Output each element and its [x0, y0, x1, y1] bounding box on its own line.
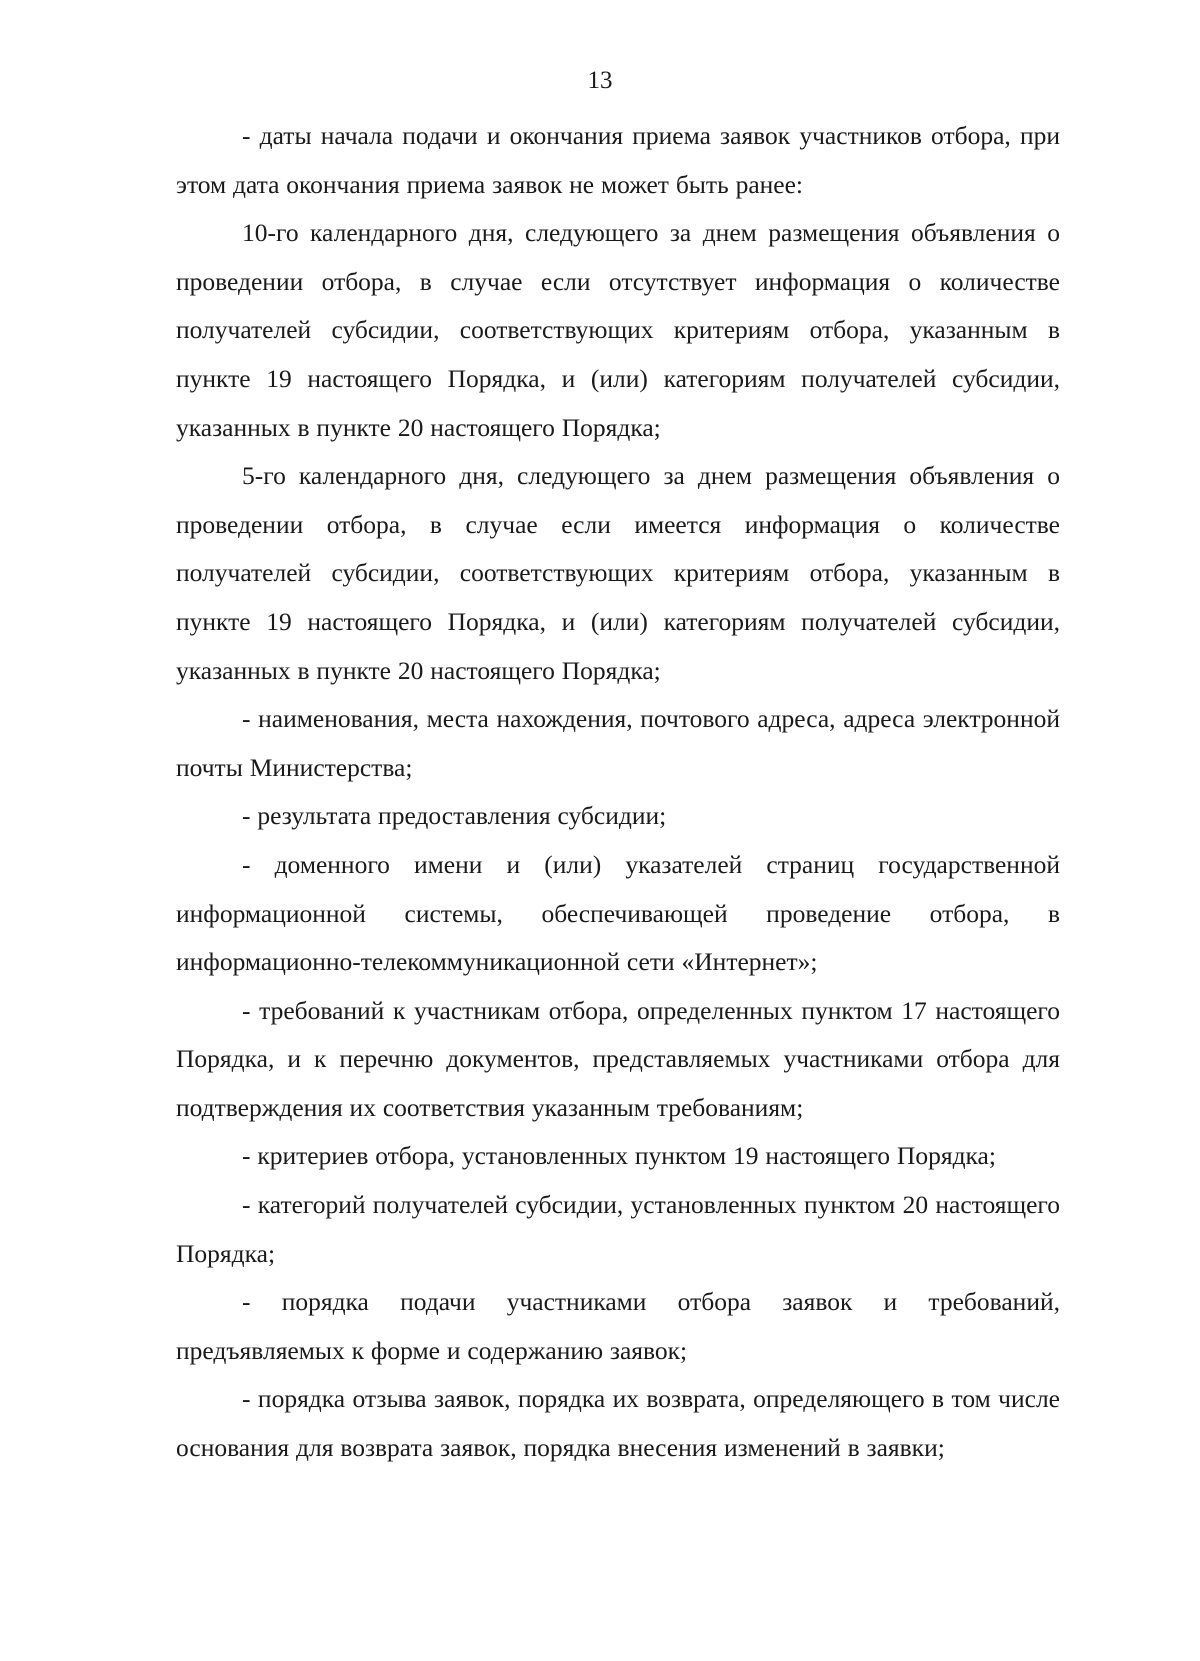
- paragraph-5th-day: 5-го календарного дня, следующего за днем размещения объявления о проведении отбора, в случае если имеется информация о количестве получателей субсидии, соответствующих критериям отбора, указанным в пункте 19 настоящего Порядка, и (или) категориям получателей субсидии, указанных в пункте 20 настоящего Порядка;: [176, 461, 1060, 685]
- paragraph-recipient-categories: - категорий получателей субсидии, установленных пунктом 20 настоящего Порядка;: [176, 1190, 1060, 1268]
- paragraph-withdrawal-procedure: - порядка отзыва заявок, порядка их возврата, определяющего в том числе основания для возврата заявок, порядка внесения изменений в заявки;: [176, 1384, 1060, 1463]
- paragraph-ministry-contacts: - наименования, места нахождения, почтового адреса, адреса электронной почты Министерства;: [176, 704, 1060, 782]
- paragraph-subsidy-result: - результата предоставления субсидии;: [242, 801, 667, 831]
- paragraph-10th-day: 10-го календарного дня, следующего за днем размещения объявления о проведении отбора, в случае если отсутствует информация о количестве получателей субсидии, соответствующих критериям отбора, указанным в пункте 19 настоящего Порядка, и (или) категориям получателей субсидии, указанных в пункте 20 настоящего Порядка;: [176, 218, 1060, 442]
- paragraph-selection-criteria: - критериев отбора, установленных пунктом 19 настоящего Порядка;: [242, 1141, 996, 1171]
- paragraph-participant-requirements: - требований к участникам отбора, определенных пунктом 17 настоящего Порядка, и к перечню документов, представляемых участниками отбора для подтверждения их соответствия указанным требованиям;: [176, 995, 1060, 1122]
- page-number: 13: [587, 67, 613, 94]
- paragraph-domain-name: - доменного имени и (или) указателей страниц государственной информационной системы, обеспечивающей проведение отбора, в информационно-телекоммуникационной сети «Интернет»;: [176, 849, 1060, 977]
- document-body: [176, 112, 1060, 1473]
- paragraph-submission-dates: - даты начала подачи и окончания приема заявок участников отбора, при этом дата окончания приема заявок не может быть ранее:: [176, 121, 1060, 199]
- paragraph-application-procedure: - порядка подачи участниками отбора заявок и требований, предъявляемых к форме и содержанию заявок;: [176, 1287, 1060, 1365]
